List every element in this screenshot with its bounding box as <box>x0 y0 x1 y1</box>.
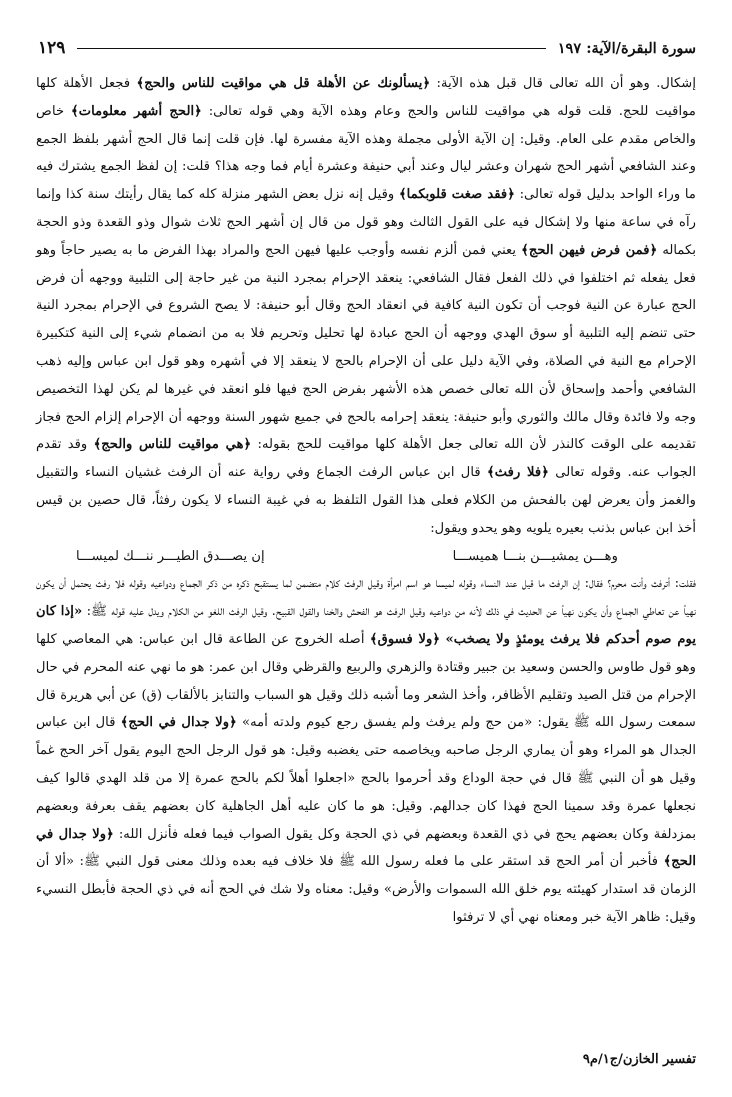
text-run: خاص والخاص مقدم على العام. وقيل: إن الآية الأولى مجملة وهذه الآية مفسرة لها. فإن قلت إنما قال الحج أشهر بلفظ الجمع وعند الشافعي أشهر الحج شهران وعشر ليال وعند أبي حنيفة وعشرة أيام فما وجه هذا؟ قلت: إن لفظ الجمع يشترك فيه ما وراء الواحد بدليل قوله تعالى: <box>36 103 696 203</box>
text-run: فجعل الأهلة كلها مواقيت للحج. قلت قوله هي مواقيت للناس والحج وعام وهذه الآية وهي قوله تعالى: <box>36 76 696 119</box>
text-run: إشكال. وهو أن الله تعالى قال قبل هذه الآية: <box>430 76 697 91</box>
text-run: قال ابن عباس الرفث الجماع وفي رواية عنه أن الرفث غشيان النساء والتقبيل والغمز وأن يعرض لهن بالفحش من الكلام فعلى هذا القول التلفظ به في غيبة النساء لا يكون رفثاً، قال حصين بن قيس أخذ ابن عباس بذنب بعيره يلويه وهو يحدو ويقول: <box>36 465 696 536</box>
verse-first-hemistich: وهـــن يمشيـــن بنـــا هميســـا <box>452 548 618 564</box>
paragraph-2 <box>36 570 696 931</box>
body-text <box>36 70 696 932</box>
paragraph-1 <box>36 70 696 543</box>
page-number: ١٢٩ <box>38 38 66 58</box>
text-run: قال ابن عباس الجدال هو المراء وهو أن يماري الرجل صاحبه ويخاصمه حتى يغضبه وقيل: هو قول الرجل الحج اليوم يقول آخر الحج غماً وقيل هو أن النبي ﷺ قال في حجة الوداع وقد أحرموا بالحج «اجعلوا أهلاً لكم بالحج عمرة إلا من قلد الهدي قالوا كيف نجعلها عمرة وقد سمينا الحج فهذا كان جدالهم. وقيل: هو ما كان عليه أهل الجاهلية كان بعضهم يقف بعرفة وبعضهم بمزدلفة وكان بعضهم يحج في ذي القعدة وبعضهم في ذي الحجة وكل يقول الصواب فيما فعله فأنزل الله: <box>36 715 696 842</box>
quran-quote: ﴿يسألونك عن الأهلة قل هي مواقيت للناس والحج﴾ <box>136 76 431 91</box>
footer-signature: تفسير الخازن/ج١/م٩ <box>582 1052 696 1067</box>
text-run: فأخبر أن أمر الحج قد استقر على ما فعله رسول الله ﷺ فلا خلاف فيه بعده وذلك معنى قول النبي ﷺ: «ألا أن الزمان قد استدار كهيئته يوم خلق الله السموات والأرض» وقيل: معناه ولا شك في الحج أنه في ذي الحجة فأبطل النسيء وقيل: ظاهر الآية خبر ومعناه نهي أي لا ترفثوا <box>36 854 696 925</box>
poetry-verse <box>36 543 696 571</box>
quran-quote: ﴿ولا جدال في الحج﴾ <box>36 826 696 870</box>
quran-quote: ﴿الحج أشهر معلومات﴾ <box>70 103 202 119</box>
hadith-quote: «إذا كان يوم صوم أحدكم فلا يرفث يومئذٍ ولا يصخب» <box>36 604 696 647</box>
text-run: وقيل إنه نزل بعض الشهر منزلة كله كما يقال رأيتك سنة كذا وإنما رآه في ساعة منها ولا إشكال فيه على القول الثالث وهو قول من قال إن أشهر الحج ثلاث شوال وذو القعدة وذو الحجة بكماله <box>36 187 697 258</box>
verse-second-hemistich: إن يصـــدق الطيـــر ننـــك لميســـا <box>76 548 265 564</box>
quran-quote: ﴿فلا رفث﴾ <box>487 465 549 481</box>
quran-quote: ﴿فقد صغت قلوبكما﴾ <box>398 187 515 203</box>
quran-quote: ﴿فمن فرض فيهن الحج﴾ <box>521 242 658 258</box>
quran-quote: ﴿ولا فسوق﴾ <box>369 631 441 647</box>
text-run: وقد تقدم الجواب عنه. وقوله تعالى <box>36 437 696 481</box>
text-run: فقلت: أترفث وأنت محرم؟ فقال: إن الرفث ما قيل عند النساء وقوله لميسا هو اسم امرأة وقيل الرفث كلام متضمن لما يستقبح ذكره من ذكر الجماع ودواعيه وقوله فلا رفث يحتمل أن يكون نهياً عن تعاطي الجماع وأن يكون نهياً عن الحديث في ذلك لأنه من دواعيه وقيل الرفث هو الفحش والخنا والقول القبيح. وقيل الرفث اللغو من الكلام ويدل عليه قوله ﷺ: <box>36 576 697 620</box>
running-title: سورة البقرة/الآية: ١٩٧ <box>557 39 696 57</box>
page-header <box>38 36 696 60</box>
text-run: أصله الخروج عن الطاعة قال ابن عباس: هي المعاصي كلها وهو قول طاوس والحسن وسعيد بن جبير وقتادة والزهري والربيع والقرظي وقال ابن عمر: هو ما نهي عنه المحرم في حال الإحرام من قتل الصيد وتقليم الأظافر، وأخذ الشعر وما أشبه ذلك وقيل هو السباب والتنابز بالألقاب (ق) عن أبي هريرة قال سمعت رسول الله ﷺ يقول: «من حج ولم يرفث ولم يفسق رجع كيوم ولدته أمه» <box>36 631 696 731</box>
text-run: يعني فمن ألزم نفسه وأوجب عليها فيهن الحج والمراد بهذا الفرض ما به يصير حاجاً وهو فعل يفعله ثم اختلفوا في ذلك الفعل فقال الشافعي: ينعقد الإحرام بمجرد النية من غير حاجة إلى التلبية ووجهه أن فرض الحج عبارة عن النية فوجب أن تكون النية كافية في انعقاد الحج وقال أبو حنيفة: لا يصح الشروع في الإحرام بمجرد النية حتى تنضم إليه التلبية أو سوق الهدي ووجهه أن الحج عبادة لها تحليل وتحريم فلا به من انضمام شيء إلى النية كتكبيرة الإحرام مع النية في الصلاة، وفي الآية دليل على أن الإحرام بالحج لا ينعقد إلا في أشهره وهو قول ابن عباس وإليه ذهب الشافعي وأحمد وإسحاق لأن الله تعالى خصص هذه الأشهر بفرض الحج فيها فلو انعقد في غيرها لم يكن لهذا التخصيص وجه ولا فائدة وقال مالك والثوري وأبو حنيفة: ينعقد إحرامه بالحج في جميع شهور السنة ووجهه أن الإحرام إلزام الحج فجاز تقديمه على الوقت كالنذر لأن الله تعالى جعل الأهلة كلها مواقيت للحج بقوله: <box>36 242 696 453</box>
header-rule <box>77 48 545 49</box>
quran-quote: ﴿هي مواقيت للناس والحج﴾ <box>93 437 252 453</box>
quran-quote: ﴿ولا جدال في الحج﴾ <box>120 715 237 731</box>
